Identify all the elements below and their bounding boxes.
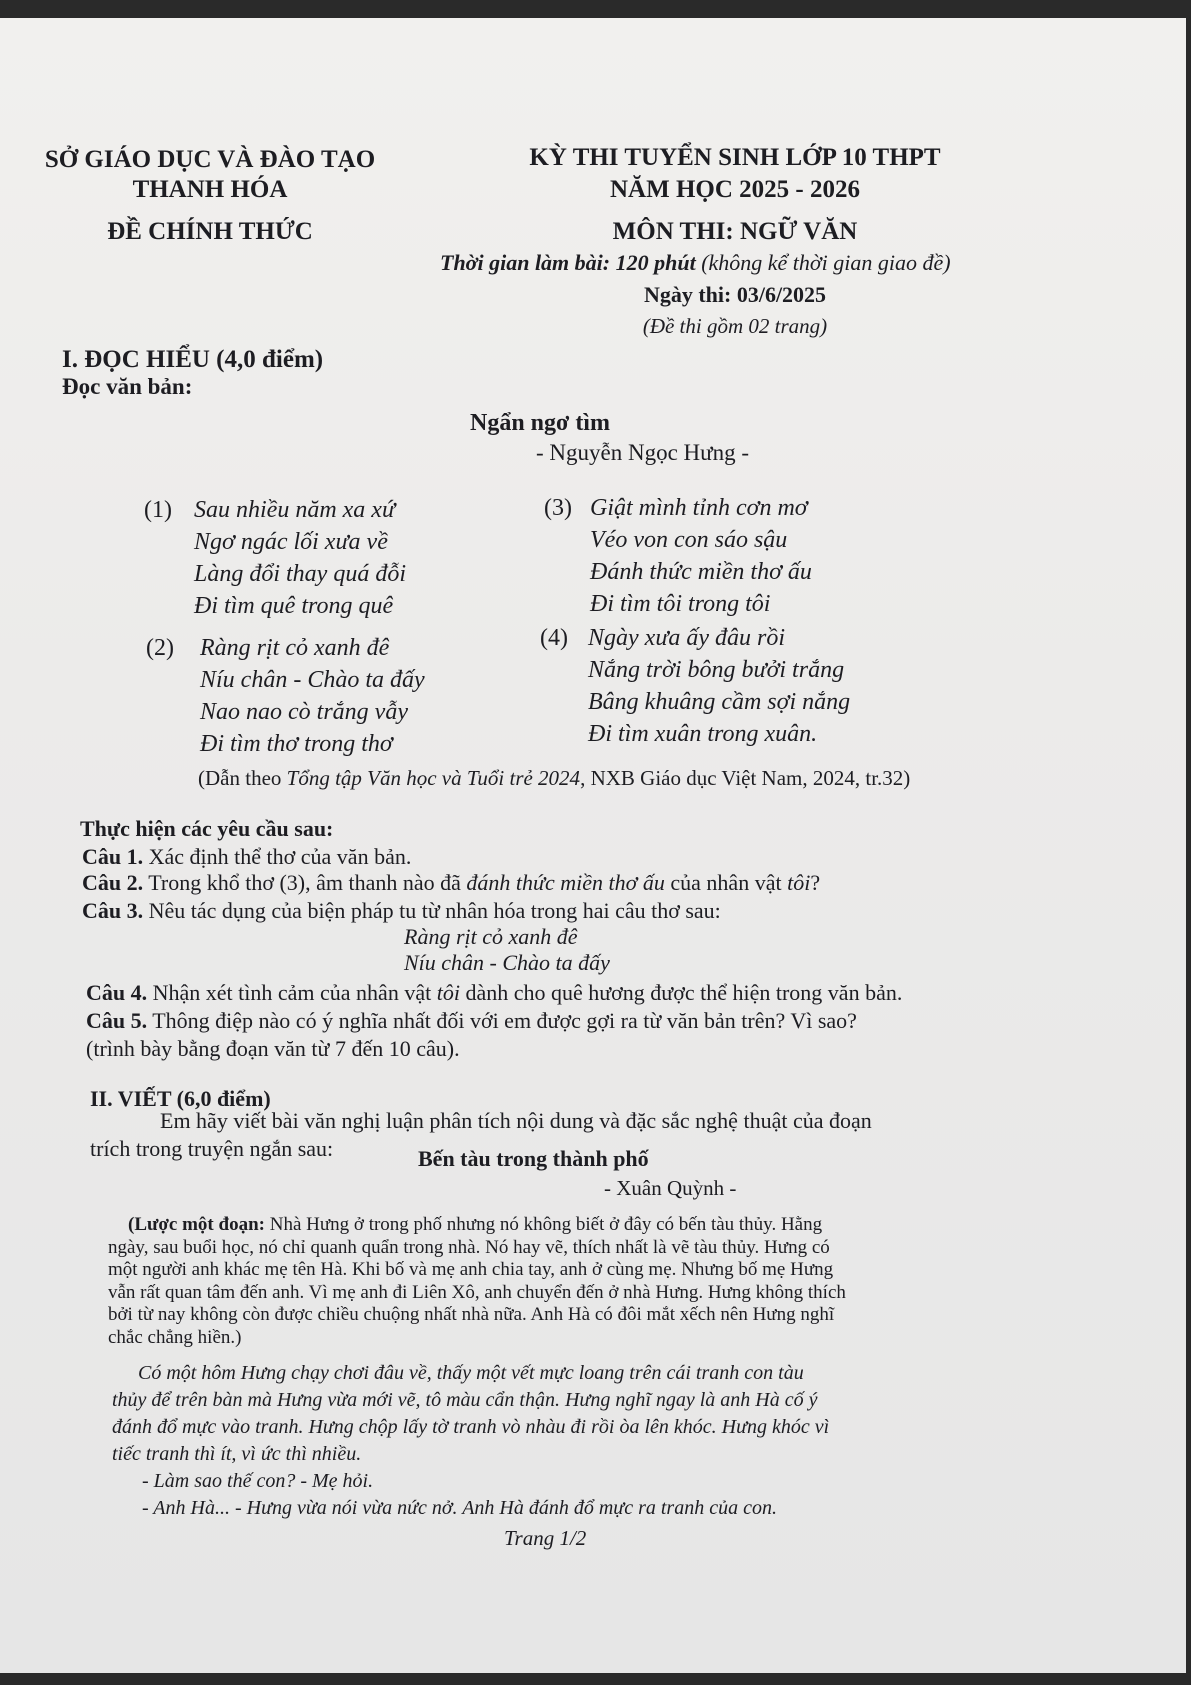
subject: MÔN THI: NGỮ VĂN bbox=[612, 218, 858, 245]
stanza-number: (4) bbox=[540, 625, 568, 651]
poem-line: Ngày xưa ấy đâu rồi bbox=[588, 625, 786, 651]
pages-note: (Đề thi gồm 02 trang) bbox=[642, 314, 828, 338]
tasks-heading: Thực hiện các yêu cầu sau: bbox=[80, 816, 334, 841]
question-quote: đánh thức miền thơ ấu bbox=[466, 870, 665, 895]
question-text: Nhận xét tình cảm của nhân vật bbox=[147, 980, 437, 1005]
poem-line: Sau nhiều năm xa xứ bbox=[194, 497, 396, 523]
question-1 bbox=[82, 844, 411, 870]
writing-prompt-cont: trích trong truyện ngắn sau: bbox=[90, 1136, 334, 1161]
department-name: SỞ GIÁO DỤC VÀ ĐÀO TẠO bbox=[44, 146, 376, 173]
poem-title: Ngẩn ngơ tìm bbox=[470, 410, 610, 436]
read-label: Đọc văn bản: bbox=[62, 374, 193, 399]
page-number: Trang 1/2 bbox=[504, 1526, 587, 1550]
story-line: - Anh Hà... - Hưng vừa nói vừa nức nở. Anh Hà đánh đổ mực ra tranh của con. bbox=[142, 1497, 777, 1519]
question-quote: tôi bbox=[436, 980, 460, 1005]
poem-line: Níu chân - Chào ta đấy bbox=[200, 667, 425, 693]
summary-line: chắc chẳng hiền.) bbox=[108, 1326, 242, 1348]
stanza-number: (1) bbox=[144, 497, 172, 523]
story-line: đánh đổ mực vào tranh. Hưng chộp lấy tờ tranh vò nhàu đi rồi òa lên khóc. Hưng khóc vì bbox=[112, 1416, 830, 1438]
question-label: Câu 4. bbox=[86, 980, 148, 1005]
exam-paper bbox=[0, 18, 1186, 1673]
exam-date: Ngày thi: 03/6/2025 bbox=[643, 282, 827, 307]
poem-line: Ngơ ngác lối xưa về bbox=[194, 529, 388, 555]
quoted-verse-line: Ràng rịt cỏ xanh đê bbox=[404, 924, 578, 949]
duration-note: (không kể thời gian giao đề) bbox=[701, 250, 951, 275]
question-text: của nhân vật bbox=[664, 870, 788, 895]
citation bbox=[198, 766, 910, 791]
question-2 bbox=[82, 870, 820, 896]
question-text: dành cho quê hương được thể hiện trong văn bản. bbox=[459, 980, 903, 1005]
question-label: Câu 3. bbox=[82, 898, 144, 923]
question-text: Trong khổ thơ (3), âm thanh nào đã bbox=[143, 870, 467, 895]
question-quote: tôi bbox=[787, 870, 811, 895]
citation-post: , NXB Giáo dục Việt Nam, 2024, tr.32) bbox=[580, 766, 911, 790]
question-text: Thông điệp nào có ý nghĩa nhất đối với em được gợi ra từ văn bản trên? Vì sao? bbox=[147, 1008, 857, 1033]
official-label: ĐỀ CHÍNH THỨC bbox=[107, 218, 313, 245]
summary-line: bởi từ nay không còn được chiều chuộng nhất nhà nữa. Anh Hà có đôi mắt xếch nên Hưng nghĩ bbox=[108, 1304, 835, 1325]
stanza-number: (2) bbox=[146, 635, 174, 661]
poem-line: Nao nao cò trắng vẫy bbox=[200, 699, 408, 725]
story-line: thủy để trên bàn mà Hưng vừa mới vẽ, tô màu cẩn thận. Hưng nghĩ ngay là anh Hà cố ý bbox=[112, 1389, 818, 1411]
poem-line: Đi tìm xuân trong xuân. bbox=[588, 721, 818, 747]
question-label: Câu 5. bbox=[86, 1008, 148, 1033]
question-text: Xác định thể thơ của văn bản. bbox=[143, 844, 412, 869]
citation-pre: (Dẫn theo bbox=[198, 766, 287, 790]
story-line: - Làm sao thế con? - Mẹ hỏi. bbox=[142, 1470, 374, 1492]
poem-line: Đánh thức miền thơ ấu bbox=[590, 559, 812, 585]
poem-line: Làng đổi thay quá đỗi bbox=[194, 561, 407, 587]
school-year: NĂM HỌC 2025 - 2026 bbox=[610, 176, 860, 203]
poem-line: Đi tìm tôi trong tôi bbox=[590, 591, 771, 617]
stanza-number: (3) bbox=[544, 495, 572, 521]
citation-book: Tổng tập Văn học và Tuổi trẻ 2024 bbox=[286, 766, 581, 790]
story-title: Bến tàu trong thành phố bbox=[418, 1146, 649, 1171]
poem-line: Véo von con sáo sậu bbox=[590, 527, 788, 553]
poem-line: Nắng trời bông bưởi trắng bbox=[588, 657, 845, 683]
poem-author: - Nguyễn Ngọc Hưng - bbox=[536, 440, 750, 465]
exam-title: KỲ THI TUYỂN SINH LỚP 10 THPT bbox=[529, 144, 941, 171]
question-4 bbox=[86, 980, 902, 1006]
summary-line: ngày, sau buổi học, nó chỉ quanh quẩn trong nhà. Nó hay vẽ, thích nhất là vẽ tàu thủy. Hưng có bbox=[108, 1236, 830, 1258]
summary-line: vẫn rất quan tâm đến anh. Vì mẹ anh đi Liên Xô, anh chuyển đến ở nhà Hưng. Hưng không thích bbox=[108, 1281, 846, 1303]
story-line: Có một hôm Hưng chạy chơi đâu về, thấy một vết mực loang trên cái tranh con tàu bbox=[138, 1362, 804, 1384]
duration bbox=[440, 250, 951, 276]
story-excerpt bbox=[112, 1360, 829, 1522]
poem-line: Bâng khuâng cầm sợi nắng bbox=[588, 689, 851, 715]
story-summary bbox=[108, 1214, 846, 1349]
poem-line: Đi tìm thơ trong thơ bbox=[200, 731, 393, 757]
summary-label: (Lược một đoạn: bbox=[128, 1214, 265, 1235]
stanza-1 bbox=[144, 494, 406, 622]
question-text: ? bbox=[810, 870, 821, 895]
writing-prompt: Em hãy viết bài văn nghị luận phân tích nội dung và đặc sắc nghệ thuật của đoạn bbox=[160, 1108, 872, 1133]
poem-line: Đi tìm quê trong quê bbox=[194, 593, 394, 619]
summary-line: một người anh khác mẹ tên Hà. Khi bố và mẹ anh chia tay, anh ở cùng mẹ. Nhưng bố mẹ Hưng bbox=[108, 1259, 834, 1280]
poem-line: Giật mình tỉnh cơn mơ bbox=[590, 495, 808, 521]
part1-heading: I. ĐỌC HIỂU (4,0 điểm) bbox=[62, 346, 324, 373]
province-name: THANH HÓA bbox=[132, 176, 288, 203]
story-author: - Xuân Quỳnh - bbox=[604, 1176, 737, 1200]
question-label: Câu 2. bbox=[82, 870, 144, 895]
question-5-note: (trình bày bằng đoạn văn từ 7 đến 10 câu). bbox=[86, 1036, 460, 1061]
story-line: tiếc tranh thì ít, vì ức thì nhiều. bbox=[112, 1443, 362, 1465]
summary-line: Nhà Hưng ở trong phố nhưng nó không biết ở đây có bến tàu thủy. Hằng bbox=[264, 1214, 823, 1235]
quoted-verse-line: Níu chân - Chào ta đấy bbox=[404, 950, 610, 975]
part2-heading: II. VIẾT (6,0 điểm) bbox=[90, 1086, 271, 1111]
question-label: Câu 1. bbox=[82, 844, 144, 869]
duration-label: Thời gian làm bài: 120 phút bbox=[440, 250, 696, 275]
question-text: Nêu tác dụng của biện pháp tu từ nhân hóa trong hai câu thơ sau: bbox=[143, 898, 721, 923]
stanza-2 bbox=[146, 632, 425, 760]
question-3 bbox=[82, 898, 721, 924]
poem-line: Ràng rịt cỏ xanh đê bbox=[200, 635, 390, 661]
stanza-4 bbox=[540, 622, 850, 750]
question-5 bbox=[86, 1008, 857, 1034]
stanza-3 bbox=[544, 492, 812, 620]
